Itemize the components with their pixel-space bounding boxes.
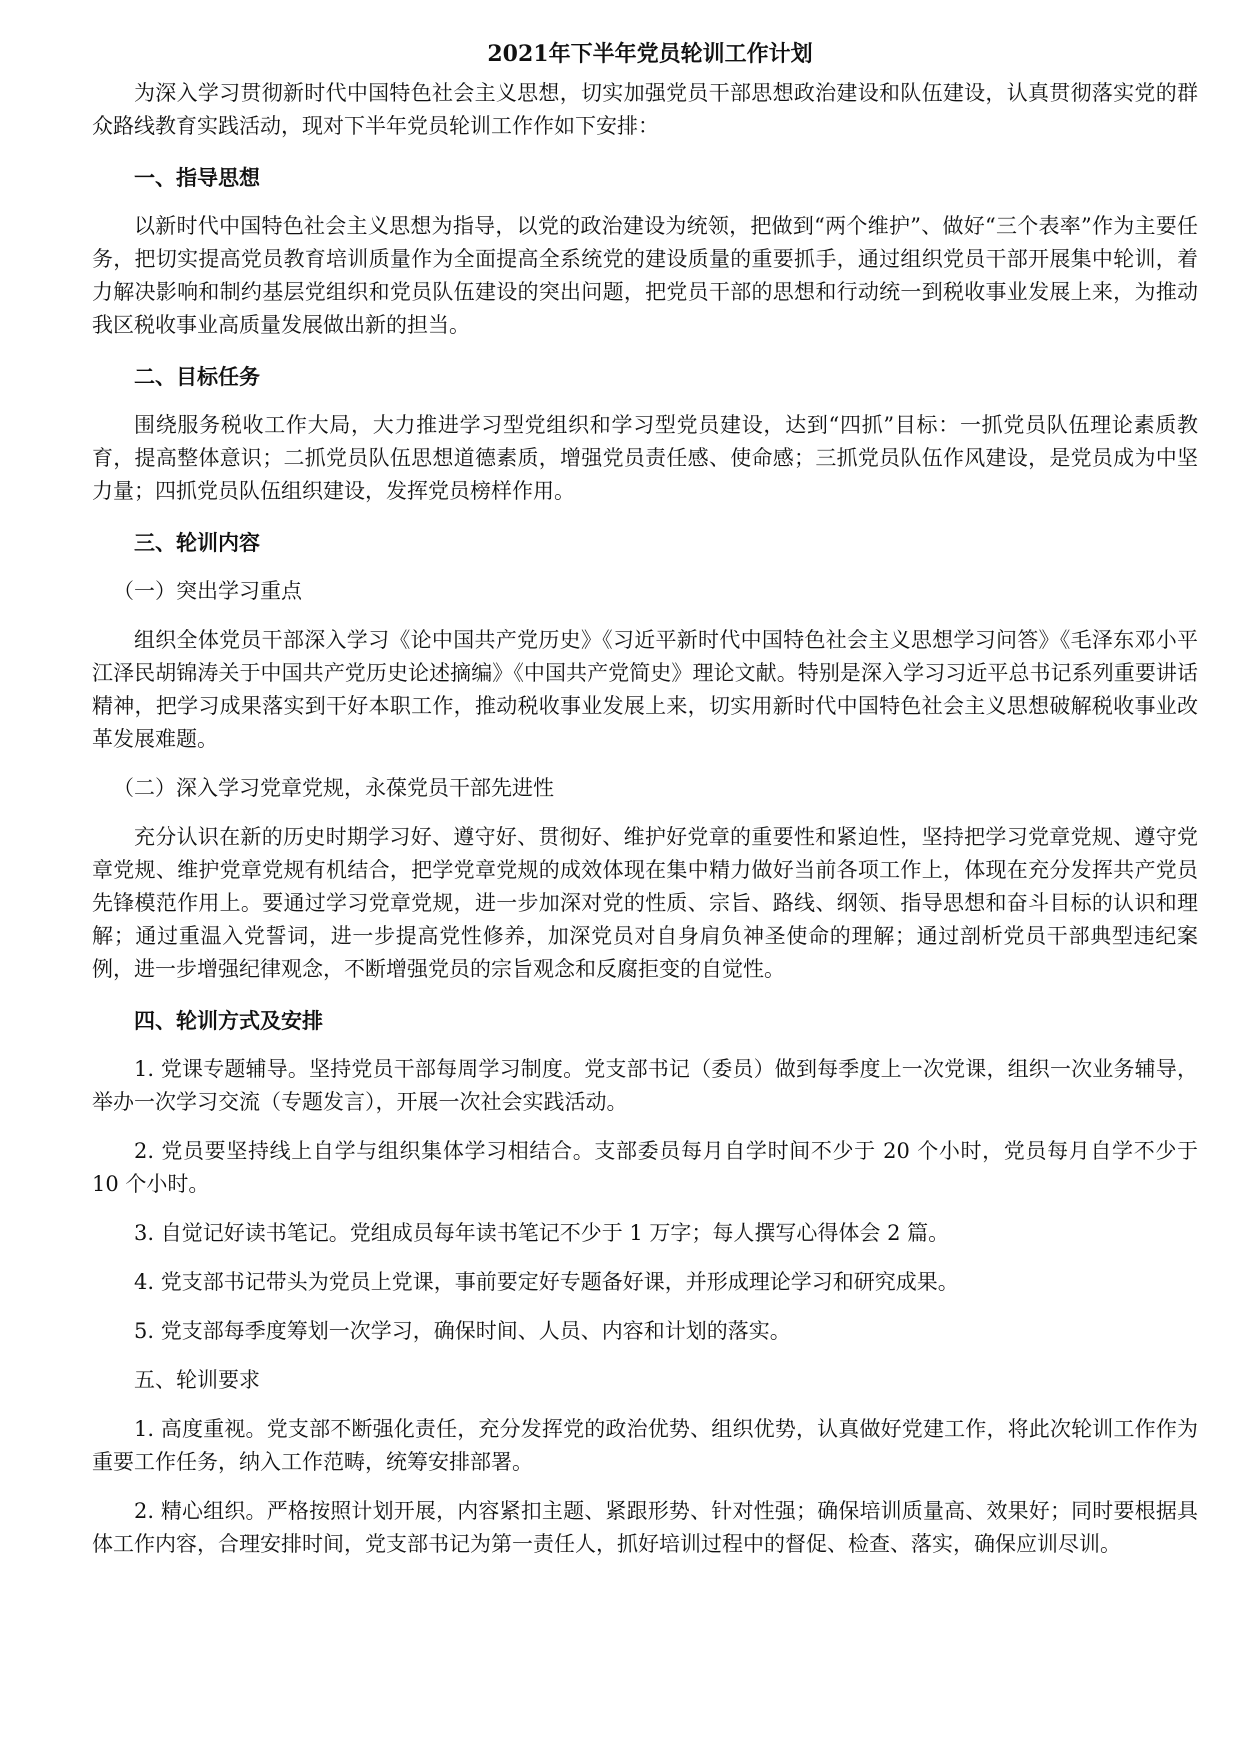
- section-3-sub-1-body: 组织全体党员干部深入学习《论中国共产党历史》《习近平新时代中国特色社会主义思想学习问答》《毛泽东邓小平江泽民胡锦涛关于中国共产党历史论述摘编》《中国共产党简史》理论文献。特别是深入学习习近平总书记系列重要讲话精神，把学习成果落实到干好本职工作，推动税收事业发展上来，切实用新时代中国特色社会主义思想破解税收事业改革发展难题。: [92, 628, 1198, 751]
- section-4-item-5: 5. 党支部每季度筹划一次学习，确保时间、人员、内容和计划的落实。: [134, 1319, 791, 1343]
- section-5-item-1: 1. 高度重视。党支部不断强化责任，充分发挥党的政治优势、组织优势，认真做好党建工作，将此次轮训工作作为重要工作任务，纳入工作范畴，统筹安排部署。: [92, 1417, 1198, 1474]
- document-title: 2021年下半年党员轮训工作计划: [487, 41, 813, 67]
- section-2-heading: 二、目标任务: [134, 364, 260, 389]
- section-3-sub-1-heading: （一）突出学习重点: [113, 579, 302, 603]
- section-1-body: 以新时代中国特色社会主义思想为指导，以党的政治建设为统领，把做到“两个维护”、做好“三个表率”作为主要任务，把切实提高党员教育培训质量作为全面提高全系统党的建设质量的重要抓手，通过组织党员干部开展集中轮训，着力解决影响和制约基层党组织和党员队伍建设的突出问题，把党员干部的思想和行动统一到税收事业发展上来，为推动我区税收事业高质量发展做出新的担当。: [92, 214, 1198, 337]
- section-4-item-4: 4. 党支部书记带头为党员上党课，事前要定好专题备好课，并形成理论学习和研究成果。: [134, 1270, 959, 1294]
- section-1-heading: 一、指导思想: [134, 165, 260, 190]
- section-3-sub-2-heading: （二）深入学习党章党规，永葆党员干部先进性: [113, 776, 554, 800]
- section-3-sub-2-body: 充分认识在新的历史时期学习好、遵守好、贯彻好、维护好党章的重要性和紧迫性，坚持把学习党章党规、遵守党章党规、维护党章党规有机结合，把学党章党规的成效体现在集中精力做好当前各项工作上，体现在充分发挥共产党员先锋模范作用上。要通过学习党章党规，进一步加深对党的性质、宗旨、路线、纲领、指导思想和奋斗目标的认识和理解；通过重温入党誓词，进一步提高党性修养，加深党员对自身肩负神圣使命的理解；通过剖析党员干部典型违纪案例，进一步增强纪律观念，不断增强党员的宗旨观念和反腐拒变的自觉性。: [92, 825, 1198, 981]
- section-4-item-3: 3. 自觉记好读书笔记。党组成员每年读书笔记不少于 1 万字；每人撰写心得体会 2 篇。: [134, 1221, 950, 1245]
- intro-paragraph: 为深入学习贯彻新时代中国特色社会主义思想，切实加强党员干部思想政治建设和队伍建设，认真贯彻落实党的群众路线教育实践活动，现对下半年党员轮训工作作如下安排：: [92, 81, 1198, 138]
- section-4-item-1: 1. 党课专题辅导。坚持党员干部每周学习制度。党支部书记（委员）做到每季度上一次党课，组织一次业务辅导，举办一次学习交流（专题发言），开展一次社会实践活动。: [92, 1057, 1198, 1114]
- section-4-heading: 四、轮训方式及安排: [134, 1008, 323, 1033]
- section-5-item-2: 2. 精心组织。严格按照计划开展，内容紧扣主题、紧跟形势、针对性强；确保培训质量高、效果好；同时要根据具体工作内容，合理安排时间，党支部书记为第一责任人，抓好培训过程中的督促、检查、落实，确保应训尽训。: [92, 1499, 1198, 1556]
- section-5-heading: 五、轮训要求: [134, 1368, 260, 1392]
- section-3-heading: 三、轮训内容: [134, 530, 260, 555]
- section-4-item-2: 2. 党员要坚持线上自学与组织集体学习相结合。支部委员每月自学时间不少于 20 个小时，党员每月自学不少于 10 个小时。: [92, 1139, 1198, 1196]
- section-2-body: 围绕服务税收工作大局，大力推进学习型党组织和学习型党员建设，达到“四抓”目标：一抓党员队伍理论素质教育，提高整体意识；二抓党员队伍思想道德素质，增强党员责任感、使命感；三抓党员队伍作风建设，是党员成为中坚力量；四抓党员队伍组织建设，发挥党员榜样作用。: [92, 413, 1198, 503]
